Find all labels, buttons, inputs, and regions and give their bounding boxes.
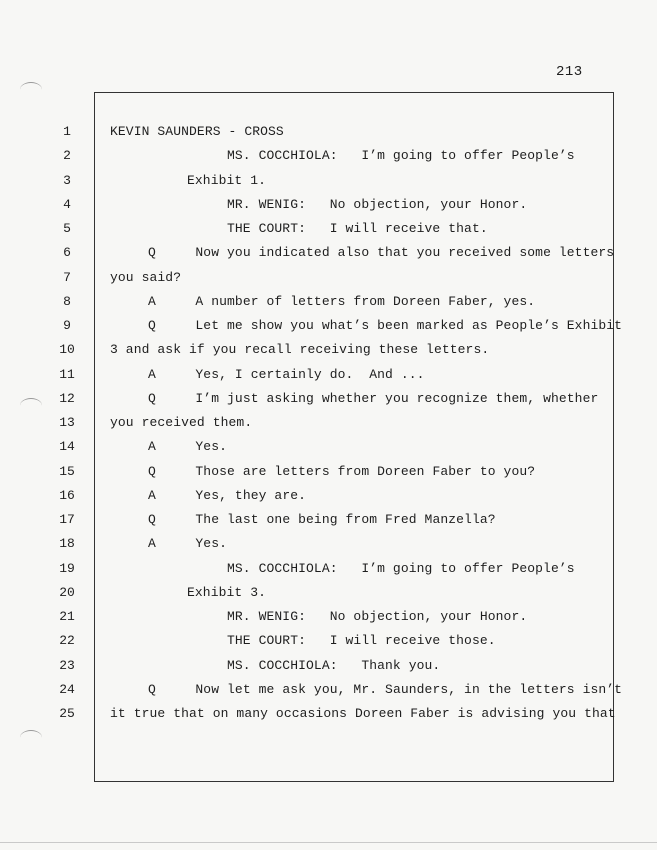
line-text: THE COURT: I will receive that. [227, 221, 488, 236]
transcript-line [0, 148, 657, 172]
line-number: 8 [63, 293, 71, 309]
line-number: 6 [63, 245, 71, 261]
transcript-line [0, 633, 657, 657]
transcript-line [0, 488, 657, 512]
line-number: 1 [63, 124, 71, 139]
line-text: A A number of letters from Doreen Faber, yes. [148, 293, 536, 309]
line-number: 12 [59, 390, 75, 406]
line-text: MR. WENIG: No objection, your Honor. [227, 609, 528, 624]
line-number: 10 [59, 342, 75, 358]
transcript-line [0, 124, 657, 148]
line-text: A Yes, they are. [148, 487, 307, 503]
binder-hole-bottom [20, 730, 42, 745]
transcript-line [0, 294, 657, 318]
transcript-line [0, 367, 657, 391]
transcript-line [0, 536, 657, 560]
transcript-line [0, 706, 657, 730]
line-text: Q I’m just asking whether you recognize them, whether [148, 390, 599, 406]
line-number: 7 [63, 269, 71, 285]
line-text: Q The last one being from Fred Manzella? [148, 512, 496, 527]
transcript-line [0, 682, 657, 706]
transcript-line [0, 270, 657, 294]
transcript-line [0, 221, 657, 245]
transcript-line [0, 609, 657, 633]
transcript-line [0, 197, 657, 221]
line-text: 3 and ask if you recall receiving these letters. [110, 342, 490, 358]
line-number: 14 [59, 439, 75, 455]
line-number: 22 [59, 633, 75, 649]
transcript-line [0, 342, 657, 366]
line-text: A Yes, I certainly do. And ... [148, 366, 425, 382]
binder-hole-top [20, 82, 42, 97]
line-number: 3 [63, 172, 71, 188]
line-text: you said? [110, 269, 182, 285]
line-text: A Yes. [148, 439, 228, 455]
line-text: Exhibit 3. [187, 584, 267, 600]
line-text: MR. WENIG: No objection, your Honor. [227, 196, 528, 212]
line-text: MS. COCCHIOLA: Thank you. [227, 657, 441, 673]
line-text: THE COURT: I will receive those. [227, 633, 496, 649]
line-number: 24 [59, 681, 75, 697]
transcript-line [0, 585, 657, 609]
bottom-rule [0, 842, 657, 843]
line-text: it true that on many occasions Doreen Faber is advising you that [110, 706, 616, 721]
line-number: 2 [63, 148, 71, 164]
transcript-line [0, 318, 657, 342]
line-text: MS. COCCHIOLA: I’m going to offer People’s [227, 560, 575, 576]
line-number: 20 [59, 584, 75, 600]
transcript-line [0, 658, 657, 682]
line-number: 5 [63, 221, 71, 236]
line-number: 11 [59, 366, 75, 382]
line-number: 17 [59, 512, 75, 527]
line-text: Q Those are letters from Doreen Faber to you? [148, 463, 536, 479]
line-number: 21 [59, 609, 75, 624]
line-text: you received them. [110, 415, 253, 430]
transcript-line [0, 245, 657, 269]
line-text: Q Now let me ask you, Mr. Saunders, in the letters isn’t [148, 681, 623, 697]
transcript-line [0, 464, 657, 488]
page-number: 213 [556, 64, 583, 80]
line-number: 19 [59, 560, 75, 576]
line-number: 15 [59, 463, 75, 479]
line-text: A Yes. [148, 536, 228, 552]
line-number: 25 [59, 706, 75, 721]
line-number: 18 [59, 536, 75, 552]
line-number: 9 [63, 318, 71, 333]
line-number: 13 [59, 415, 75, 430]
transcript-line [0, 391, 657, 415]
line-text: KEVIN SAUNDERS - CROSS [110, 124, 284, 139]
line-text: MS. COCCHIOLA: I’m going to offer People’s [227, 148, 575, 164]
line-text: Q Let me show you what’s been marked as People’s Exhibit [148, 318, 623, 333]
line-number: 16 [59, 487, 75, 503]
line-text: Q Now you indicated also that you received some letters [148, 245, 615, 261]
line-number: 23 [59, 657, 75, 673]
transcript-line [0, 415, 657, 439]
transcript-line [0, 439, 657, 463]
transcript-line [0, 561, 657, 585]
line-number: 4 [63, 196, 71, 212]
line-text: Exhibit 1. [187, 172, 267, 188]
transcript-line [0, 512, 657, 536]
transcript-line [0, 173, 657, 197]
